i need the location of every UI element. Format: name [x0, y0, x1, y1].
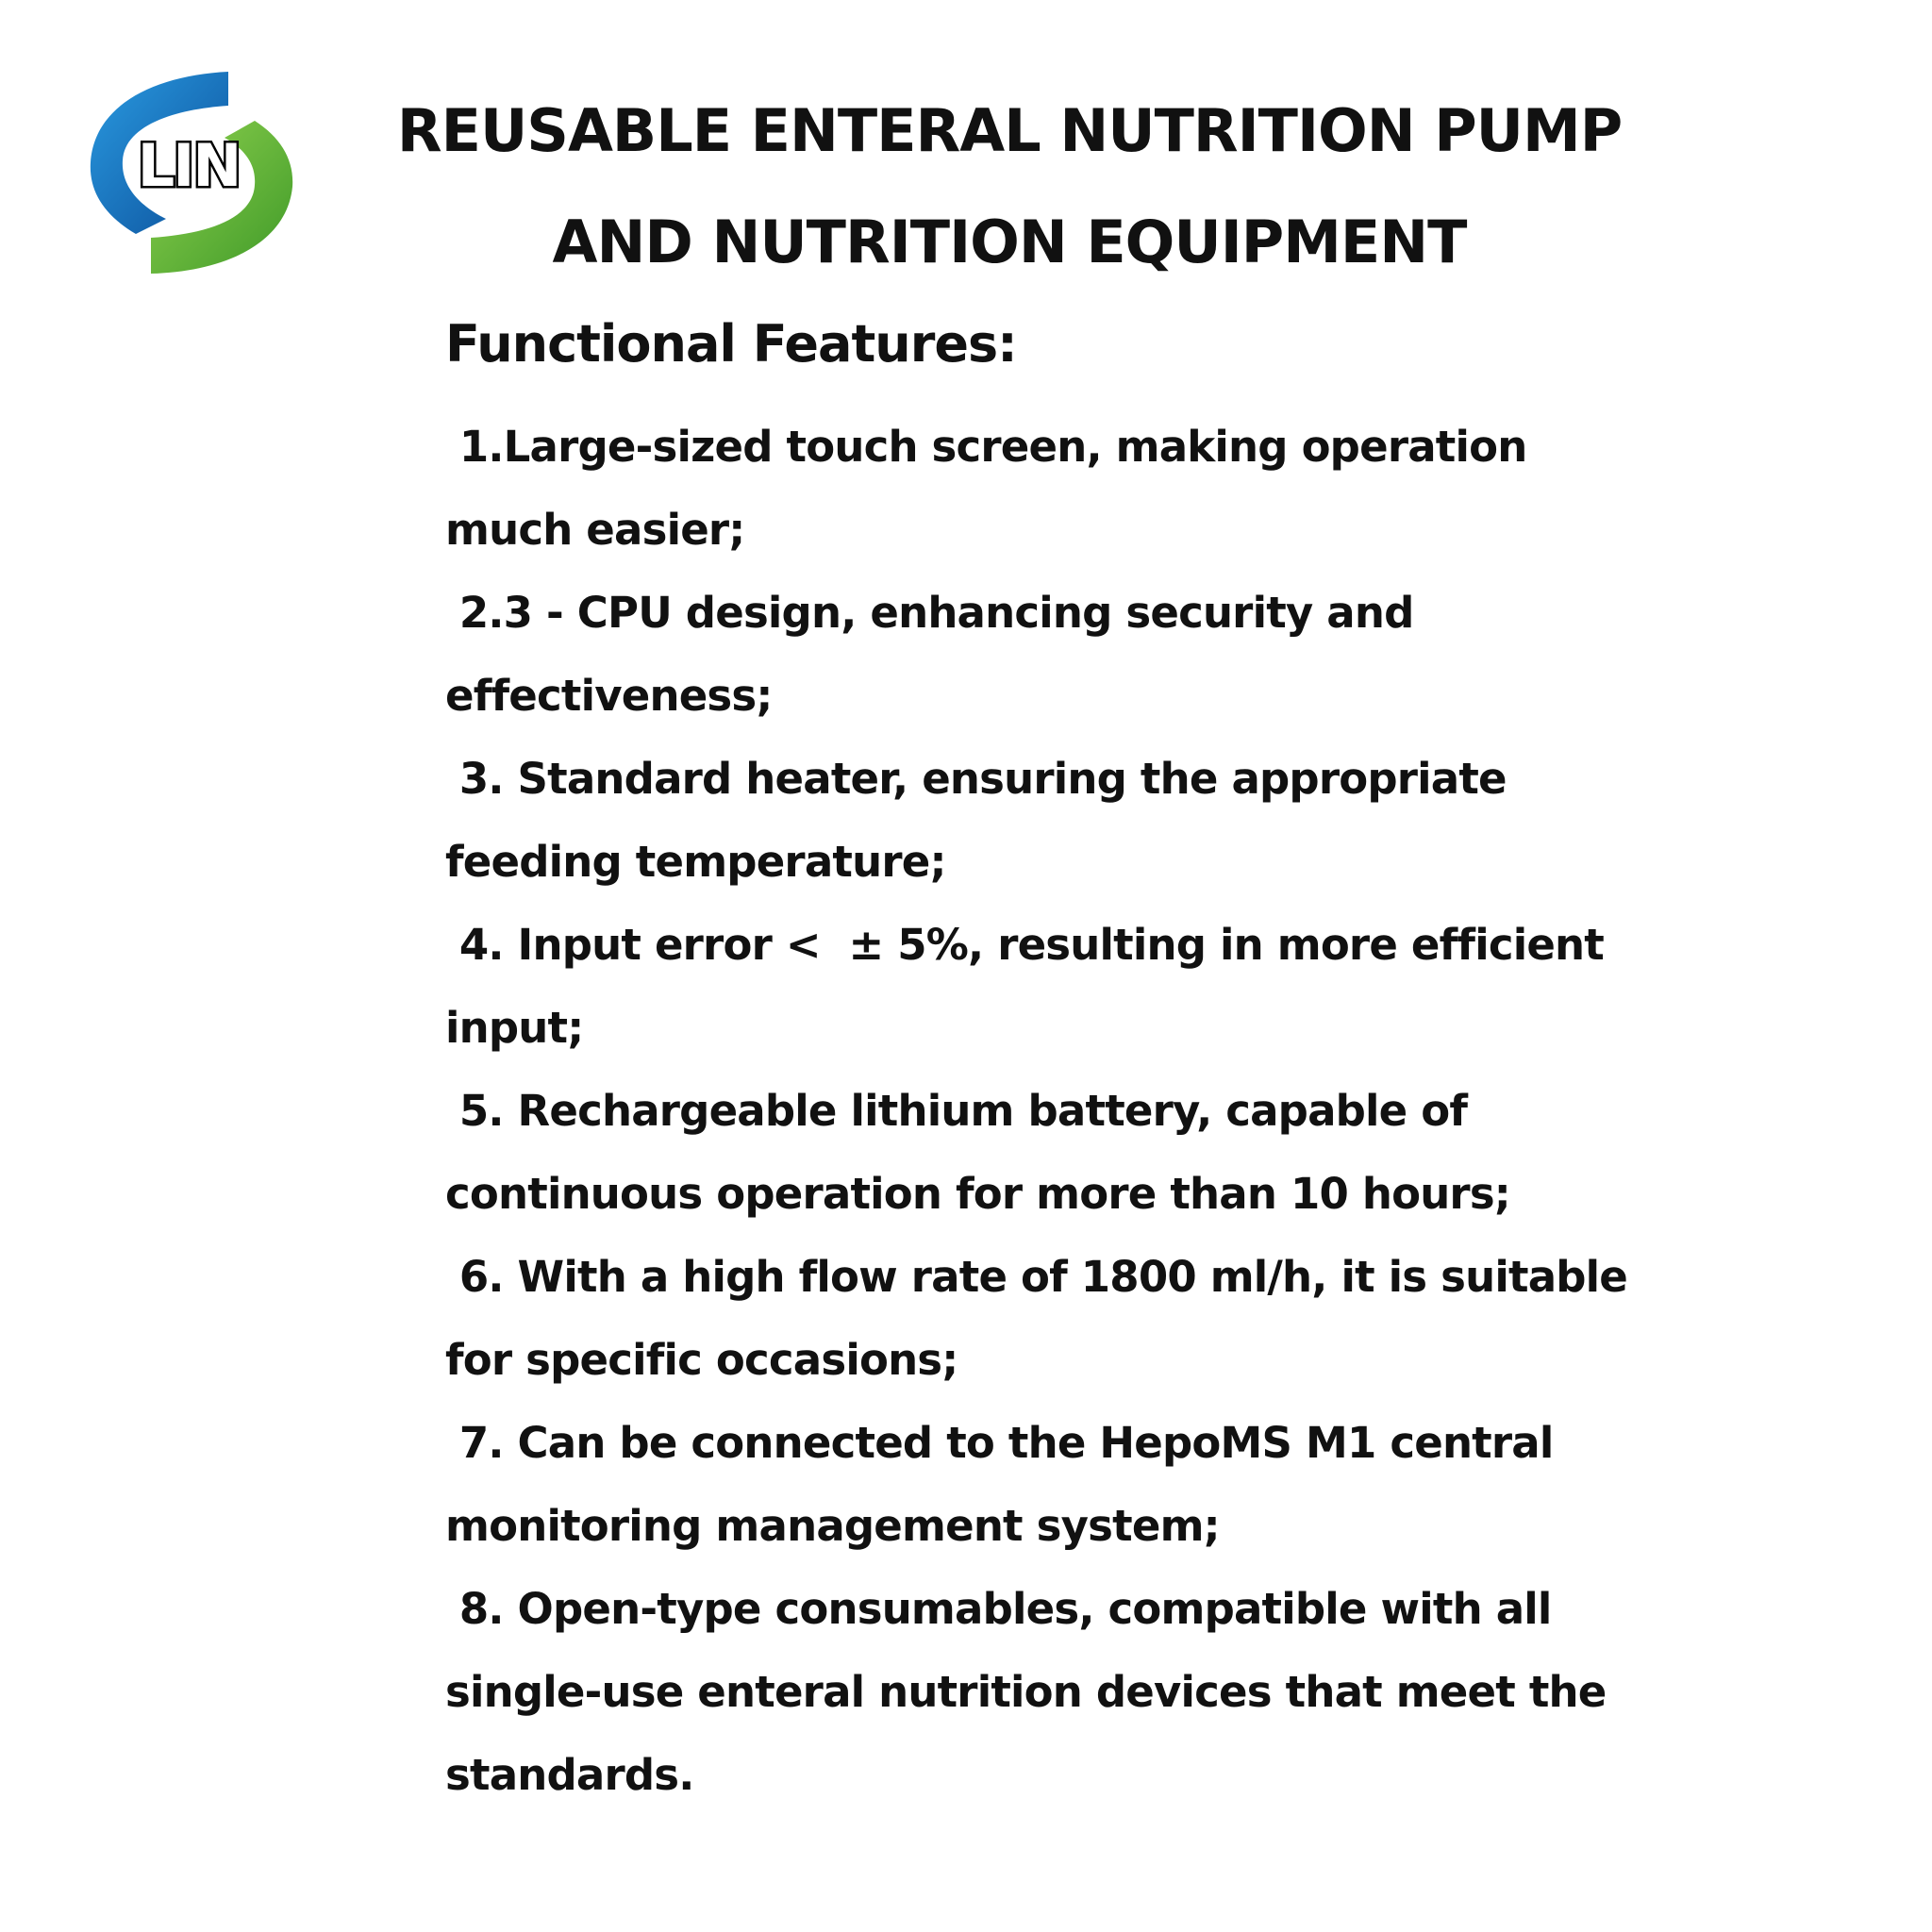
lin-logo-icon [87, 68, 296, 277]
feature-line: 6. With a high flow rate of 1800 ml/h, it is suitable [445, 1252, 1628, 1302]
brand-logo [87, 68, 296, 277]
feature-line: feeding temperature; [445, 837, 946, 887]
feature-line: 2.3 - CPU design, enhancing security and [445, 588, 1414, 638]
feature-line: 3. Standard heater, ensuring the appropriate [445, 754, 1507, 804]
logo-text: LIN [137, 131, 241, 200]
feature-line: 1.Large-sized touch screen, making operation [445, 422, 1527, 472]
feature-line: input; [445, 1003, 584, 1053]
feature-line: for specific occasions; [445, 1335, 958, 1385]
page-title-line-2: AND NUTRITION EQUIPMENT [552, 208, 1467, 276]
section-heading: Functional Features: [445, 314, 1017, 374]
feature-line: 5. Rechargeable lithium battery, capable of [445, 1086, 1468, 1136]
feature-line: standards. [445, 1750, 694, 1800]
feature-line: effectiveness; [445, 671, 773, 721]
feature-line: monitoring management system; [445, 1501, 1220, 1551]
feature-list [445, 406, 1628, 1817]
feature-line: continuous operation for more than 10 hours; [445, 1169, 1510, 1219]
page-title-line-1: REUSABLE ENTERAL NUTRITION PUMP [396, 96, 1623, 165]
feature-line: 8. Open-type consumables, compatible with all [445, 1584, 1552, 1634]
feature-line: much easier; [445, 505, 745, 555]
feature-line: 4. Input error < ± 5%, resulting in more efficient [445, 920, 1604, 970]
feature-line: single-use enteral nutrition devices that meet the [445, 1667, 1607, 1717]
feature-line: 7. Can be connected to the HepoMS M1 central [445, 1418, 1554, 1468]
